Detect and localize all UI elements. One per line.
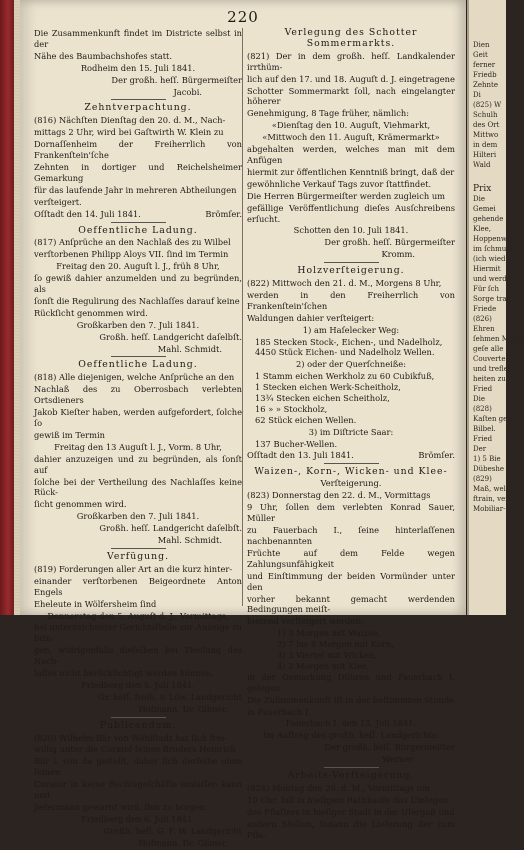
separator xyxy=(324,463,379,464)
fragment-line: Dübeshe xyxy=(473,465,504,473)
signature-names: Mahl. Schmidt. xyxy=(157,343,222,354)
notice-line: laſſes nicht berückſichtigt werden können. xyxy=(34,668,214,679)
notice-line: ſo gewiß dahier anzumelden und zu begründen, als xyxy=(34,273,242,295)
notice-heading-continued: Verſteigerung. xyxy=(320,478,382,489)
notice-line: ſicht genommen wird. xyxy=(34,499,127,510)
text-line: Die Zusammenkunft findet im Districte selbst in der xyxy=(34,28,242,49)
signature-office: Großh. heſſ. Landgericht daſelbſt. xyxy=(99,523,242,534)
list-item: 13¾ Stecken eichen Scheitholz, xyxy=(255,393,390,404)
separator xyxy=(324,767,379,768)
fragment-line: Di xyxy=(473,91,481,99)
notice-820 xyxy=(34,733,242,813)
list-item: 16 » » Stockholz, xyxy=(255,404,328,414)
signature-place: Oſſtadt den 14. Juli 1841. xyxy=(34,208,141,219)
notice-heading: Verlegung des Schotter Sommermarkts. xyxy=(284,27,418,49)
separator xyxy=(111,717,166,718)
notice-line: Früchte auf dem Felde wegen Zahlungsunfähigkeit xyxy=(247,547,455,569)
notice-819 xyxy=(34,564,242,679)
separator xyxy=(324,262,379,263)
notice-line: (824) Montag den 26. d. M., Vormittags um xyxy=(247,783,430,793)
list-item: 62 Stück eichen Wellen. xyxy=(255,414,357,425)
notice-line: des Pflaſters in hieſiger Stadt in der Uſergaß und xyxy=(247,806,455,817)
fragment-line: (ich wied xyxy=(473,255,506,263)
fragment-line: (825) W xyxy=(473,101,502,109)
notice-line: (816) Nächſten Dienſtag den 20. d. M., Nach- xyxy=(34,115,226,126)
fragment-line: des Ort xyxy=(473,121,500,129)
signature-names: Hofmann. Dr. Gilmer. xyxy=(138,837,228,848)
list-item: 137 Bucher-Wellen. xyxy=(255,438,338,449)
book-page xyxy=(20,0,466,848)
signature-place: Friedberg den 5. Juli 1841. xyxy=(81,679,195,690)
fragment-line: Der xyxy=(473,445,487,453)
notice-line: Eheleute in Wölfersheim ſind xyxy=(34,598,157,609)
fragment-line: Hilteri xyxy=(473,151,497,159)
notice-line: (819) Forderungen aller Art an die kurz hinter- xyxy=(34,563,233,574)
notice-line: hiermit zur öffentlichen Kenntniß bringt, daß der xyxy=(247,166,455,177)
notice-line: bei unterzeichneter Gerichtsſtelle zur Anzeige zu brin- xyxy=(34,622,242,644)
notice-line: Freitag den 13 Auguſt l. J., Vorm. 8 Uhr, xyxy=(54,441,222,452)
signature-place: Friedberg den 6. Juli 1841. xyxy=(81,813,195,824)
list-item: 4) 2 Morgen mit Klee, xyxy=(277,660,370,671)
fragment-line: Dien xyxy=(473,41,490,49)
signature-office: Der großh. heſſ. Bürgermeiſter xyxy=(324,237,455,248)
signature-office: Im Auftrag des großh. heſſ. Landgerichts: xyxy=(263,730,439,741)
fragment-line: in dem xyxy=(473,141,498,149)
top-lines xyxy=(34,28,242,97)
notice-line: einander verſtorbenen Beigeordnete Anton Engels xyxy=(34,575,242,597)
fragment-line: (828) xyxy=(473,405,492,413)
signature-office: Der großh. heſſ. Bürgermeiſter xyxy=(111,74,242,85)
fragment-line: und trefle xyxy=(473,365,508,373)
notice-line: Schotter Sommermarkt ſoll, nach eingelangter höherer xyxy=(247,85,455,107)
fragment-line: Sorge trag xyxy=(473,295,512,303)
fragment-line: Geit xyxy=(473,51,488,59)
notice-line: «Dienſtag den 10. Auguſt, Viehmarkt, xyxy=(271,120,431,131)
signature-name: Brömſer. xyxy=(418,449,455,460)
signature-place: Rodheim den 15. Juli 1841. xyxy=(80,62,196,73)
column-divider xyxy=(242,28,243,606)
notice-line: gewöhnliche Verkauf Tags zuvor ſtattfindet. xyxy=(247,178,432,189)
fragment-line: ferner xyxy=(473,61,496,69)
fragment-line: Fried xyxy=(473,385,493,393)
notice-821 xyxy=(247,51,455,225)
fragment-line: Gemei xyxy=(473,205,496,213)
fragment-line: Schulh xyxy=(473,111,498,119)
sub-heading: 1) am Haſelecker Weg: xyxy=(302,324,400,335)
fragment-line: Bilbel. xyxy=(473,425,496,433)
facing-page-fragments xyxy=(469,40,524,514)
fragment-line: Für ſch xyxy=(473,285,499,293)
notice-line: und Einſtimmung der beiden Vormünder unter den xyxy=(247,570,455,592)
notice-heading: Publicandum. xyxy=(99,719,177,731)
separator xyxy=(111,222,166,223)
sub-heading: 2) oder der Querſchneiße: xyxy=(295,359,407,370)
notice-line: Dornaſſenheim der Freiherrlich von Frankenſtein'ſche xyxy=(34,139,242,161)
notice-line: für das laufende Jahr in mehreren Abtheilungen xyxy=(34,184,237,195)
signature-row xyxy=(247,450,455,461)
notice-line: 9 Uhr, ſollen dem verlebten Konrad Sauer, Müller xyxy=(247,502,455,524)
notice-line: (821) Der in dem großh. heſſ. Landkalender irrthüm- xyxy=(247,50,455,72)
fragment-line: Fried xyxy=(473,435,493,443)
notice-line: «Mittwoch den 11. Auguſt, Krämermarkt» xyxy=(262,132,440,143)
notice-line: willig unter die Curatel ſeines Bruders Heinrich xyxy=(34,744,236,755)
list-item: 185 Stecken Stock-, Eichen-, und Nadelholz, xyxy=(255,336,443,347)
fragment-line: Hiermit xyxy=(473,265,501,273)
fragment-line: Ehren xyxy=(473,325,495,333)
fragment-line: Friedb xyxy=(473,71,497,79)
list-item: 2) 7 bis 8 Morgen mit Korn, xyxy=(277,639,394,650)
right-column xyxy=(247,28,455,842)
signature-names: Mahl. Schmidt. xyxy=(157,535,222,546)
notice-line: Nachlaß des zu Oberrosbach verlebten Ortsdieners xyxy=(34,384,242,406)
list-item: 1 Stecken eichen Werk-Scheitholz, xyxy=(255,382,401,393)
notice-line: vorher bekannt gemacht werdenden Bedingungen meiſt- xyxy=(247,593,455,615)
notice-line: Zehnten in dortiger und Reichelsheimer Gemarkung xyxy=(34,161,242,183)
fragment-line: Die xyxy=(473,195,485,203)
notice-line: bietend verſteigert werden: xyxy=(247,616,364,627)
fragment-line: Zehnte xyxy=(473,81,498,89)
signature-name: Kromm. xyxy=(381,249,415,260)
notice-heading: Holzverſteigerung. xyxy=(297,265,405,277)
notice-line: mittags 2 Uhr, wird bei Gaſtwirth W. Klein zu xyxy=(34,127,224,138)
notice-line: (817) Anſprüche an den Nachlaß des zu Wilbel xyxy=(34,237,231,248)
notice-line: Genehmigung, 8 Tage früher, nämlich: xyxy=(247,108,410,119)
fragment-line: Mittwo xyxy=(473,131,499,139)
notice-line: ſonſt die Regulirung des Nachlaſſes darauf keine xyxy=(34,295,240,306)
fragment-line: Klee, xyxy=(473,225,491,233)
notice-817 xyxy=(34,237,242,318)
signature-row xyxy=(34,209,242,220)
notice-line: (818) Alle diejenigen, welche Anſprüche an den xyxy=(34,372,235,383)
signature-place: Fauerbach I. den 13. Juli 1841. xyxy=(285,718,417,729)
notice-line: dahier anzuzeigen und zu begründen, als ſonſt auf xyxy=(34,453,242,475)
fragment-line: Mobiliar-Ge xyxy=(473,505,516,513)
signature-name: Brömſer. xyxy=(205,208,242,219)
fragment-line: Die xyxy=(473,395,485,403)
notice-line: (822) Mittwoch den 21. d. M., Morgens 8 Uhr, xyxy=(247,278,442,289)
notice-line: (820) Wilhelm Bär von Wöhlſtadt hat ſich frei- xyxy=(34,732,227,743)
fragment-line: Prix xyxy=(473,184,492,194)
fragment-line: Hoppenwe xyxy=(473,235,512,243)
signature-place: Schotten den 10. Juli 1841. xyxy=(293,225,409,236)
separator xyxy=(111,356,166,357)
notice-822 xyxy=(247,278,455,450)
notice-line: Die Zuſammenkunft iſt in der beſtimmten Stunde xyxy=(247,694,455,705)
notice-line: Curator in keine Rechtsgeſchäfte einlaſſen kann und xyxy=(34,779,242,801)
signature-name: Jacobi. xyxy=(173,86,202,97)
separator xyxy=(111,99,166,100)
notice-line: gewiß im Termin xyxy=(34,429,105,440)
notice-line: verſteigert. xyxy=(34,196,82,207)
signature-office: Gr. heſſ. freih. v. Löw. Landgericht xyxy=(98,691,242,702)
fragment-line: Maß, weld xyxy=(473,485,511,493)
fragment-line: Kaſten gen xyxy=(473,415,512,423)
fragment-line: 1) 5 Bie xyxy=(473,455,501,463)
notice-line: in Fauerbach I. xyxy=(247,706,311,717)
fragment-line: ſehmen Möbel xyxy=(473,335,524,343)
signature-office: Der großh. heſſ. Bürgermeiſter xyxy=(324,742,455,753)
notice-heading: Waizen-, Korn-, Wicken- und Klee- xyxy=(254,465,448,477)
notice-816 xyxy=(34,115,242,207)
notice-line: Jakob Kieſter haben, werden aufgefordert, ſolche ſo xyxy=(34,407,242,428)
list-item: 3) 3 Viertel mit Wicken, xyxy=(277,650,378,661)
notice-line: zu Fauerbach I., ſeine hinterlaſſenen nachbenannten xyxy=(247,525,455,546)
list-item: 1) 3 Morgen mit Waizen, xyxy=(277,628,381,639)
notice-line: (823) Donnerstag den 22. d. M., Vormittags xyxy=(247,490,431,501)
facing-page-edge xyxy=(467,0,524,615)
notice-line: Bär l. von da geſtellt, daher ſich derſelbe ohne ſeinen xyxy=(34,756,242,778)
fragment-line: gehende xyxy=(473,215,504,223)
signature-name: Werner. xyxy=(382,754,415,765)
page-number: 220 xyxy=(227,8,259,26)
fragment-line: Wald xyxy=(473,161,491,169)
fragment-line: ftrain, ver xyxy=(473,495,509,503)
fragment-line: (829) xyxy=(473,475,492,483)
signature-office: Großh. heſſ. G. F. W. Landgericht xyxy=(103,825,242,836)
signature-office: Großh. heſſ. Landgericht daſelbſt. xyxy=(99,331,242,342)
notice-line: werden in den Freiherrlich von Frankenſtein'ſchen xyxy=(247,289,455,311)
notice-heading: Oeffentliche Ladung. xyxy=(78,359,198,371)
sub-heading: 3) im Diſtricte Saar: xyxy=(308,426,394,437)
fragment-line: Friede xyxy=(473,305,497,313)
notice-823 xyxy=(247,490,455,717)
notice-line: ſolche bei der Vertheilung des Nachlaſſes keine Rück- xyxy=(34,476,242,498)
notice-824 xyxy=(247,783,455,841)
notice-line: 10 Uhr, ſoll in hieſigem Rathhauſe das Umlegen xyxy=(247,794,449,805)
signature-place: Großkarben den 7. Juli 1841. xyxy=(76,511,200,522)
notice-line: gefällige Veröffentlichung dieſes Ausſchreibens erſucht. xyxy=(247,202,455,224)
notice-line: Rückſicht genommen wird. xyxy=(34,307,148,318)
notice-line: Freitag den 20. Auguſt l. J., früh 8 Uhr, xyxy=(56,261,220,272)
separator xyxy=(111,548,166,549)
fragment-line: im ſchmutz xyxy=(473,245,513,253)
notice-line: Donnerstag den 5. Auguſt d. J., Vormittags, xyxy=(47,610,229,621)
notice-line: Waldungen dahier verſteigert: xyxy=(247,312,375,323)
signature-place: Großkarben den 7. Juli 1841. xyxy=(76,319,200,330)
signature-place: Oſſtadt den 13. Juli 1841. xyxy=(247,449,354,460)
notice-line: lich auf den 17. und 18. Auguſt d. J. eingetragene xyxy=(247,73,455,84)
list-item: 1 Stamm eichen Werkholz zu 60 Cubikfuß, xyxy=(255,371,435,382)
fragment-line: und werde xyxy=(473,275,511,283)
signature-names: Hofmann. Dr. Gilmer. xyxy=(138,703,228,714)
text-line: Nähe des Baumbachshofes statt. xyxy=(34,50,173,61)
list-item: 4450 Stück Eichen- und Nadelholz Wellen. xyxy=(255,347,435,358)
notice-818 xyxy=(34,372,242,510)
fragment-line: geſe alle xyxy=(473,345,504,353)
notice-line: verſtorbenen Philipp Aloys VII. ſind im Termin xyxy=(34,249,229,260)
notice-line: andern Stellen, ſodann die Lieferung der zum Pfla- xyxy=(247,818,455,840)
notice-line: gen, widrigenfalls dieſelben bei Theilung des Nach- xyxy=(34,645,242,667)
fragment-line: heiten zu xyxy=(473,375,506,383)
left-column xyxy=(34,28,242,850)
notice-line: Jedermann gewarnt wird, ihm zu borgen. xyxy=(34,802,208,812)
notice-line: Die Herren Bürgermeiſter werden zugleich um xyxy=(247,190,446,201)
notice-line: in der Gemarkung Dühren und Fauerbach I. gelegen. xyxy=(247,671,455,693)
notice-line: abgehalten werden, welches man mit dem Anfügen xyxy=(247,144,455,165)
notice-heading: Verfügung. xyxy=(106,550,170,562)
fragment-line: Couvertes xyxy=(473,355,510,363)
notice-heading: Zehntverpachtung. xyxy=(84,102,192,114)
fragment-line: (826) xyxy=(473,315,492,323)
notice-heading: Oeffentliche Ladung. xyxy=(78,224,198,236)
notice-heading: Arbeits-Verſteigerung. xyxy=(287,770,415,782)
